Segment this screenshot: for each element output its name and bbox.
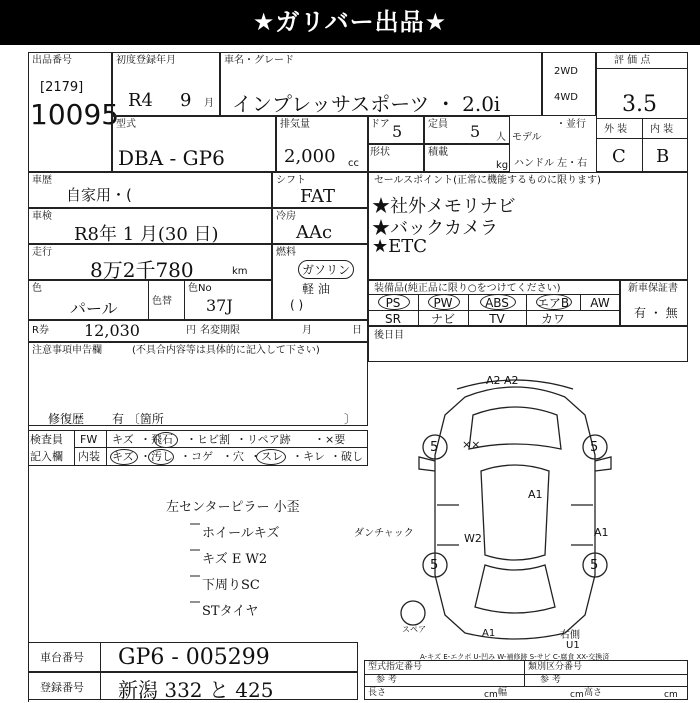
reg-month: 9	[180, 90, 192, 111]
parallel-label: ・並行	[556, 119, 586, 130]
remark-3: キズ E W2	[202, 552, 268, 567]
circle-chip	[154, 432, 178, 448]
equip-sr: SR	[385, 312, 401, 326]
diagram-w2: W2	[464, 532, 482, 545]
model-value: インプレッサスポーツ ・ 2.0i	[232, 92, 501, 116]
spec-cm-3: cm	[664, 690, 678, 700]
repair-close: 〕	[344, 412, 357, 426]
inspector-r1-chip: ・飛石	[140, 433, 173, 446]
recycle-box	[28, 320, 368, 342]
equip-navi: ナビ	[430, 312, 455, 326]
inspection-value: R8年 1 月(30 日)	[74, 224, 219, 245]
diagram-dent: ダンチャック	[354, 528, 414, 539]
inspector-r2-hole: ・穴	[222, 450, 244, 463]
capacity-label: 定員	[428, 119, 448, 130]
plate-value: 新潟 332 と 425	[118, 678, 274, 702]
drive-2wd: 2WD	[554, 66, 578, 77]
reg-year: R4	[128, 90, 154, 111]
equip-aw: AW	[590, 296, 610, 310]
recycle-value: 12,030	[84, 321, 140, 340]
displacement-value: 2,000	[284, 146, 336, 167]
tire-score-fr: 5	[590, 440, 599, 455]
shift-value: FAT	[300, 186, 335, 207]
score-ext-label: 外 装	[604, 124, 628, 135]
chassis-value: GP6 - 005299	[118, 645, 270, 670]
equip-pw: PW	[433, 296, 453, 310]
equip-airbag: エアB	[536, 296, 570, 310]
equip-circle-airbag	[536, 294, 572, 310]
recycle-month-unit: 月	[302, 325, 312, 336]
equip-circle-ps	[378, 294, 410, 310]
inspector-fw: FW	[80, 433, 98, 446]
car-diagram	[395, 375, 635, 645]
spec-cm-2: cm	[570, 690, 584, 700]
drive-4wd: 4WD	[554, 92, 578, 103]
history-label: 車歴	[32, 175, 52, 186]
diagram-a1-low: A1	[482, 628, 496, 639]
doors-value: 5	[392, 122, 403, 141]
inspector-r2-scratch: キズ	[112, 450, 134, 463]
mileage-value: 8万2千780	[90, 258, 194, 282]
color-box	[28, 280, 272, 320]
inspector-r1-repair: ・リペア跡	[236, 433, 291, 446]
diagram-a1-hood: A1	[528, 488, 543, 501]
inspection-label: 車検	[32, 211, 52, 222]
displacement-unit: cc	[348, 158, 359, 169]
sales-point-3: ★ETC	[372, 236, 428, 257]
capacity-value: 5	[470, 122, 481, 141]
spec-ref: 参 考	[376, 675, 397, 685]
history-box	[28, 172, 272, 208]
tire-score-fl: 5	[430, 440, 439, 455]
remark-dashes	[186, 500, 206, 620]
circle-int-scratch	[110, 449, 138, 465]
recycle-unit: 円	[186, 325, 196, 336]
inspector-r2-tear: ・破し	[330, 450, 363, 463]
score-ext: C	[612, 146, 626, 167]
drive-box	[542, 52, 596, 116]
inspector-r1-need: ・×要	[314, 433, 346, 446]
diagram-right-label: 右側	[560, 630, 580, 641]
remark-5: STタイヤ	[202, 604, 259, 619]
load-label: 積載	[428, 147, 448, 158]
sales-point-2: ★バックカメラ	[372, 218, 498, 239]
color-value: パール	[70, 299, 118, 318]
lot-bracket: [2179]	[40, 80, 84, 95]
model-label: 車名・グレード	[224, 55, 294, 66]
diagram-top-marks: A2 A2	[486, 374, 519, 387]
new-warranty-label: 新車保証書	[628, 283, 678, 294]
new-warranty-value: 有 ・ 無	[634, 306, 678, 320]
spec-type-label: 型式指定番号	[368, 662, 423, 672]
displacement-label: 排気量	[280, 119, 310, 130]
score-int: B	[656, 146, 670, 167]
capacity-unit: 人	[496, 132, 506, 143]
diagram-u1: U1	[566, 640, 580, 651]
recycle-day-unit: 日	[352, 325, 362, 336]
notes-hint: (不具合内容等は具体的に記入して下さい)	[132, 345, 320, 356]
inspector-r2-wear: ・スレ	[250, 450, 283, 463]
equip-leather: カワ	[540, 312, 565, 326]
recycle-expiry-label: 名変期限	[200, 325, 240, 336]
diagram-spare: スペア	[402, 625, 426, 634]
mileage-unit: km	[232, 266, 248, 277]
shift-label: シフト	[276, 175, 306, 186]
rear-label: 後日目	[374, 330, 404, 341]
sales-label: セールスポイント(正常に機能するものに限ります)	[374, 175, 601, 186]
color-change-label: 色替	[152, 296, 172, 307]
lot-label: 出品番号	[32, 55, 72, 66]
equip-circle-abs	[480, 294, 516, 310]
spec-length: 長さ	[368, 688, 387, 698]
load-unit: kg	[496, 160, 509, 171]
steer-label: ハンドル 左・右	[514, 158, 588, 169]
inspector-r1-scratch: キズ	[112, 433, 134, 446]
type-label: 型式	[116, 119, 136, 130]
remark-1: 左センターピラー 小歪	[166, 500, 300, 515]
equip-tv: TV	[489, 312, 505, 326]
fuel-label: 燃料	[276, 247, 296, 258]
equip-abs: ABS	[485, 296, 509, 310]
inspector-interior: 内装	[78, 450, 100, 463]
score-label: 評 価 点	[614, 55, 651, 66]
reg-label: 初度登録年月	[116, 55, 176, 66]
lot-number: 10095	[30, 98, 120, 131]
chassis-label: 車台番号	[40, 651, 84, 664]
doors-label: ドア	[370, 119, 390, 130]
inspector-label-1: 検査員	[30, 433, 63, 446]
recycle-label: R券	[32, 325, 49, 336]
equipment-label: 装備品(純正品に限り○をつけてください)	[374, 283, 561, 294]
inspector-label-2: 記入欄	[30, 450, 63, 463]
history-value: 自家用・(	[66, 186, 132, 204]
color-code-label: 色No	[188, 283, 212, 294]
score-int-label: 内 装	[650, 124, 674, 135]
auction-banner: ★ガリバー出品★	[0, 0, 700, 45]
repair-label: 修復歴	[48, 412, 85, 426]
circle-int-dirt	[148, 449, 174, 465]
inspector-r2-dirt: ・汚し	[140, 450, 173, 463]
spec-ref-2: 参 考	[540, 675, 561, 685]
rear-box	[368, 326, 688, 362]
fuel-alt: 軽 油	[302, 282, 330, 296]
repair-value: 有 〔箇所	[112, 412, 164, 426]
mileage-label: 走行	[32, 247, 52, 258]
inspector-r2-cut: ・キレ	[292, 450, 325, 463]
fuel-paren: ( )	[290, 298, 304, 312]
spec-height: 高さ	[584, 688, 603, 698]
remark-4: 下周りSC	[202, 578, 260, 593]
diagram-xx: ××	[462, 438, 481, 451]
type-value: DBA - GP6	[118, 146, 225, 170]
model-field-label: モデル	[512, 132, 542, 143]
tire-score-rr: 5	[590, 558, 599, 573]
sales-point-1: ★社外メモリナビ	[372, 196, 516, 217]
remark-2: ホイールキズ	[202, 526, 280, 541]
fuel-value: ガソリン	[298, 260, 354, 279]
notes-label: 注意事項申告欄	[32, 345, 102, 356]
inspector-r2-burn: ・コゲ	[180, 450, 213, 463]
color-label: 色	[32, 283, 42, 294]
spec-cm-1: cm	[484, 690, 498, 700]
diagram-a1-right: A1	[594, 526, 609, 539]
spec-width: 幅	[498, 688, 508, 698]
spec-class-label: 類別区分番号	[528, 662, 583, 672]
tire-score-rl: 5	[430, 558, 439, 573]
plate-label: 登録番号	[40, 681, 84, 694]
inspector-r1-crack: ・ヒビ割	[186, 433, 230, 446]
equip-ps: PS	[385, 296, 401, 310]
circle-int-wear	[256, 449, 286, 465]
score-value: 3.5	[622, 92, 657, 117]
reg-month-unit: 月	[204, 98, 214, 109]
equip-circle-pw	[428, 294, 460, 310]
damage-legend: A-キズ E-エクボ U-凹み W-補修跡 S-サビ C-腐食 XX-交換済	[420, 653, 610, 661]
color-code: 37J	[206, 296, 233, 315]
aircon-value: AAc	[296, 222, 333, 243]
aircon-label: 冷房	[276, 211, 296, 222]
shape-label: 形状	[370, 147, 390, 158]
